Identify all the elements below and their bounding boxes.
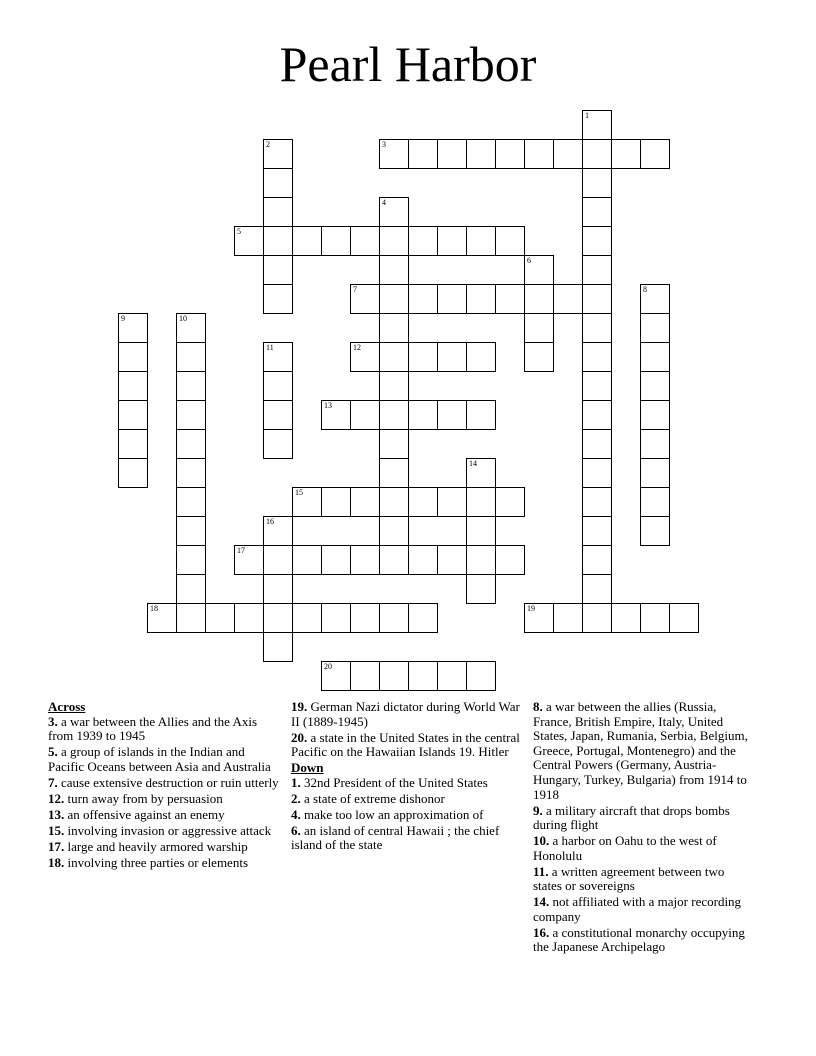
clue-item xyxy=(533,834,755,863)
grid-cell[interactable] xyxy=(350,226,380,256)
grid-cell[interactable] xyxy=(437,226,467,256)
grid-cell[interactable] xyxy=(466,342,496,372)
grid-cell[interactable] xyxy=(379,255,409,285)
clue-item-number: 14. xyxy=(533,894,550,910)
grid-cell[interactable] xyxy=(379,400,409,430)
clue-item-text: cause extensive destruction or ruin utterly xyxy=(57,774,279,790)
grid-cell[interactable] xyxy=(611,603,641,633)
clue-number: 9 xyxy=(121,314,125,323)
clue-item xyxy=(48,840,280,855)
clue-item-text: an island of central Hawaii ; the chief island of the state xyxy=(291,822,500,853)
clue-number: 19 xyxy=(527,604,535,613)
grid-cell[interactable] xyxy=(408,139,438,169)
clue-item xyxy=(291,824,523,853)
clue-item xyxy=(48,792,280,807)
clue-number: 4 xyxy=(382,198,386,207)
grid-cell[interactable] xyxy=(263,400,293,430)
clue-item-number: 8. xyxy=(533,699,543,714)
grid-cell[interactable] xyxy=(176,545,206,575)
clue-item-number: 6. xyxy=(291,822,301,838)
clue-number: 14 xyxy=(469,459,477,468)
grid-cell[interactable] xyxy=(495,487,525,517)
clue-item xyxy=(533,895,755,924)
grid-cell[interactable] xyxy=(408,487,438,517)
grid-cell[interactable] xyxy=(321,487,351,517)
grid-cell[interactable] xyxy=(234,545,264,575)
clue-item-text: a military aircraft that drops bombs during flight xyxy=(533,802,730,833)
clue-item xyxy=(533,700,755,802)
grid-cell[interactable] xyxy=(118,458,148,488)
clue-item-number: 12. xyxy=(48,790,65,806)
grid-cell[interactable] xyxy=(582,400,612,430)
grid-cell[interactable] xyxy=(118,342,148,372)
grid-cell[interactable] xyxy=(263,197,293,227)
grid-cell[interactable] xyxy=(379,342,409,372)
clue-item xyxy=(291,792,523,807)
clue-item-text: not affiliated with a major recording company xyxy=(533,894,742,924)
clue-item-text: involving invasion or aggressive attack xyxy=(64,822,272,838)
clue-item xyxy=(533,865,755,894)
grid-cell[interactable] xyxy=(379,487,409,517)
grid-cell[interactable] xyxy=(466,400,496,430)
grid-cell[interactable] xyxy=(176,603,206,633)
clue-item-number: 10. xyxy=(533,833,550,849)
grid-cell[interactable] xyxy=(582,429,612,459)
clue-number: 6 xyxy=(527,256,531,265)
clue-item-number: 2. xyxy=(291,790,301,806)
clue-number: 7 xyxy=(353,285,357,294)
grid-cell[interactable] xyxy=(582,284,612,314)
grid-cell[interactable] xyxy=(582,342,612,372)
grid-cell[interactable] xyxy=(669,603,699,633)
grid-cell[interactable] xyxy=(466,574,496,604)
grid-cell[interactable] xyxy=(118,371,148,401)
grid-cell[interactable] xyxy=(379,429,409,459)
clue-column-2 xyxy=(291,700,523,854)
grid-cell[interactable] xyxy=(379,371,409,401)
clue-number: 11 xyxy=(266,343,274,352)
grid-cell[interactable] xyxy=(321,661,351,691)
clue-number: 12 xyxy=(353,343,361,352)
grid-cell[interactable] xyxy=(176,574,206,604)
grid-cell[interactable] xyxy=(263,226,293,256)
clue-number: 10 xyxy=(179,314,187,323)
clue-item-text: an offensive against an enemy xyxy=(64,806,225,822)
grid-cell[interactable] xyxy=(147,603,177,633)
grid-cell[interactable] xyxy=(466,516,496,546)
grid-cell[interactable] xyxy=(582,371,612,401)
grid-cell[interactable] xyxy=(524,342,554,372)
down-clue-list-continued xyxy=(533,700,755,955)
grid-cell[interactable] xyxy=(263,545,293,575)
clue-item xyxy=(291,731,523,760)
clue-item-text: large and heavily armored warship xyxy=(64,838,248,854)
grid-cell[interactable] xyxy=(263,342,293,372)
grid-cell[interactable] xyxy=(234,226,264,256)
grid-cell[interactable] xyxy=(640,371,670,401)
grid-cell[interactable] xyxy=(408,603,438,633)
grid-cell[interactable] xyxy=(176,371,206,401)
grid-cell[interactable] xyxy=(582,226,612,256)
puzzle-title: Pearl Harbor xyxy=(279,36,537,92)
grid-cell[interactable] xyxy=(350,545,380,575)
grid-cell[interactable] xyxy=(321,545,351,575)
grid-cell[interactable] xyxy=(640,516,670,546)
grid-cell[interactable] xyxy=(640,429,670,459)
grid-cell[interactable] xyxy=(437,487,467,517)
grid-cell[interactable] xyxy=(205,603,235,633)
grid-cell[interactable] xyxy=(408,400,438,430)
grid-cell[interactable] xyxy=(466,139,496,169)
grid-cell[interactable] xyxy=(350,284,380,314)
clue-item-text: a harbor on Oahu to the west of Honolulu xyxy=(533,833,717,863)
clue-number: 18 xyxy=(150,604,158,613)
grid-cell[interactable] xyxy=(350,342,380,372)
grid-cell[interactable] xyxy=(437,139,467,169)
grid-cell[interactable] xyxy=(263,168,293,198)
grid-cell[interactable] xyxy=(495,284,525,314)
grid-cell[interactable] xyxy=(582,313,612,343)
grid-cell[interactable] xyxy=(582,197,612,227)
grid-cell[interactable] xyxy=(582,139,612,169)
clue-item-number: 5. xyxy=(48,744,58,760)
clue-item-text: a constitutional monarchy occupying the Japanese Archipelago xyxy=(533,924,745,955)
clue-number: 1 xyxy=(585,111,589,120)
clue-item-number: 17. xyxy=(48,838,65,854)
grid-cell[interactable] xyxy=(263,632,293,662)
clue-item-text: involving three parties or elements xyxy=(64,854,249,870)
grid-cell[interactable] xyxy=(495,226,525,256)
clue-item-text: a war between the allies (Russia, France, British Empire, Italy, United States, Japan, Rumania, Serbia, Belgium, Greece, Portugal, Montenegro) and the Central Powers (Germany, Austria-Hungary, Turkey, Bulgaria) from 1914 to 1918 xyxy=(533,699,748,802)
grid-cell[interactable] xyxy=(437,661,467,691)
grid-cell[interactable] xyxy=(524,603,554,633)
clue-item-number: 16. xyxy=(533,924,550,940)
clue-number: 20 xyxy=(324,662,332,671)
clue-item-text: make too low an approximation of xyxy=(300,806,484,822)
clue-item-text: German Nazi dictator during World War II (1889-1945) xyxy=(291,699,520,729)
clue-item-number: 15. xyxy=(48,822,65,838)
grid-cell[interactable] xyxy=(263,574,293,604)
grid-cell[interactable] xyxy=(582,255,612,285)
grid-cell[interactable] xyxy=(292,487,322,517)
grid-cell[interactable] xyxy=(524,139,554,169)
grid-cell[interactable] xyxy=(379,226,409,256)
grid-cell[interactable] xyxy=(466,661,496,691)
grid-cell[interactable] xyxy=(466,458,496,488)
grid-cell[interactable] xyxy=(118,313,148,343)
grid-cell[interactable] xyxy=(466,487,496,517)
grid-cell[interactable] xyxy=(176,487,206,517)
grid-cell[interactable] xyxy=(437,284,467,314)
grid-cell[interactable] xyxy=(582,458,612,488)
grid-cell[interactable] xyxy=(640,139,670,169)
grid-cell[interactable] xyxy=(408,226,438,256)
clue-item-text: a written agreement between two states or sovereigns xyxy=(533,863,725,894)
grid-cell[interactable] xyxy=(640,313,670,343)
clue-item xyxy=(291,808,523,823)
grid-cell[interactable] xyxy=(379,197,409,227)
grid-cell[interactable] xyxy=(640,342,670,372)
clue-item-number: 4. xyxy=(291,806,301,822)
grid-cell[interactable] xyxy=(466,284,496,314)
clue-item xyxy=(533,804,755,833)
grid-cell[interactable] xyxy=(176,342,206,372)
clue-item xyxy=(48,808,280,823)
grid-cell[interactable] xyxy=(263,139,293,169)
grid-cell[interactable] xyxy=(176,429,206,459)
grid-cell[interactable] xyxy=(379,661,409,691)
clue-item-text: a war between the Allies and the Axis from 1939 to 1945 xyxy=(48,713,258,744)
clue-item xyxy=(291,700,523,729)
grid-cell[interactable] xyxy=(524,284,554,314)
clue-item-number: 13. xyxy=(48,806,65,822)
down-clue-list xyxy=(291,776,523,853)
grid-cell[interactable] xyxy=(263,371,293,401)
grid-cell[interactable] xyxy=(408,661,438,691)
grid-cell[interactable] xyxy=(408,545,438,575)
grid-cell[interactable] xyxy=(176,400,206,430)
down-heading: Down xyxy=(291,760,324,776)
grid-cell[interactable] xyxy=(524,255,554,285)
clue-item xyxy=(48,824,280,839)
grid-cell[interactable] xyxy=(611,139,641,169)
grid-cell[interactable] xyxy=(437,545,467,575)
grid-cell[interactable] xyxy=(437,342,467,372)
grid-cell[interactable] xyxy=(321,226,351,256)
clue-item-number: 20. xyxy=(291,729,308,745)
grid-cell[interactable] xyxy=(263,255,293,285)
grid-cell[interactable] xyxy=(640,284,670,314)
grid-cell[interactable] xyxy=(176,516,206,546)
clue-number: 3 xyxy=(382,140,386,149)
clue-item xyxy=(48,745,280,774)
grid-cell[interactable] xyxy=(553,603,583,633)
grid-cell[interactable] xyxy=(582,574,612,604)
clue-item-number: 11. xyxy=(533,863,549,879)
grid-cell[interactable] xyxy=(350,603,380,633)
clue-column-1 xyxy=(48,700,280,872)
grid-cell[interactable] xyxy=(379,545,409,575)
across-heading: Across xyxy=(48,699,86,714)
clue-item xyxy=(48,715,280,744)
grid-cell[interactable] xyxy=(379,313,409,343)
clue-item-text: turn away from by persuasion xyxy=(64,790,223,806)
grid-cell[interactable] xyxy=(176,313,206,343)
clue-item xyxy=(48,776,280,791)
clue-item xyxy=(48,856,280,871)
clue-item xyxy=(533,926,755,955)
grid-cell[interactable] xyxy=(640,458,670,488)
clue-number: 2 xyxy=(266,140,270,149)
grid-cell[interactable] xyxy=(466,226,496,256)
grid-cell[interactable] xyxy=(350,661,380,691)
clue-item-number: 18. xyxy=(48,854,65,870)
across-clue-list xyxy=(48,715,280,871)
clue-item-number: 3. xyxy=(48,713,58,729)
grid-cell[interactable] xyxy=(640,400,670,430)
grid-cell[interactable] xyxy=(292,226,322,256)
grid-cell[interactable] xyxy=(379,139,409,169)
grid-cell[interactable] xyxy=(582,487,612,517)
clue-number: 17 xyxy=(237,546,245,555)
grid-cell[interactable] xyxy=(379,458,409,488)
grid-cell[interactable] xyxy=(495,545,525,575)
grid-cell[interactable] xyxy=(466,545,496,575)
grid-cell[interactable] xyxy=(379,516,409,546)
grid-cell[interactable] xyxy=(350,487,380,517)
clue-number: 15 xyxy=(295,488,303,497)
grid-cell[interactable] xyxy=(263,516,293,546)
clue-number: 16 xyxy=(266,517,274,526)
grid-cell[interactable] xyxy=(524,313,554,343)
clue-item-number: 7. xyxy=(48,774,58,790)
grid-cell[interactable] xyxy=(582,110,612,140)
grid-cell[interactable] xyxy=(408,342,438,372)
grid-cell[interactable] xyxy=(379,603,409,633)
grid-cell[interactable] xyxy=(582,545,612,575)
grid-cell[interactable] xyxy=(640,487,670,517)
clue-item-text: a state in the United States in the central Pacific on the Hawaiian Islands 19. Hitler xyxy=(291,729,520,760)
clue-item-text: 32nd President of the United States xyxy=(300,774,488,790)
grid-cell[interactable] xyxy=(408,284,438,314)
grid-cell[interactable] xyxy=(263,284,293,314)
clue-item-number: 19. xyxy=(291,699,308,714)
grid-cell[interactable] xyxy=(437,400,467,430)
grid-cell[interactable] xyxy=(640,603,670,633)
grid-cell[interactable] xyxy=(321,603,351,633)
grid-cell[interactable] xyxy=(263,429,293,459)
clue-number: 13 xyxy=(324,401,332,410)
grid-cell[interactable] xyxy=(118,400,148,430)
grid-cell[interactable] xyxy=(582,516,612,546)
grid-cell[interactable] xyxy=(553,284,583,314)
clue-column-3 xyxy=(533,700,755,956)
grid-cell[interactable] xyxy=(495,139,525,169)
clue-number: 5 xyxy=(237,227,241,236)
grid-cell[interactable] xyxy=(292,603,322,633)
grid-cell[interactable] xyxy=(234,603,264,633)
grid-cell[interactable] xyxy=(292,545,322,575)
clue-item-text: a group of islands in the Indian and Pacific Oceans between Asia and Australia xyxy=(48,744,271,774)
grid-cell[interactable] xyxy=(379,284,409,314)
grid-cell[interactable] xyxy=(263,603,293,633)
clue-item-number: 1. xyxy=(291,774,301,790)
grid-cell[interactable] xyxy=(321,400,351,430)
across-clue-list-continued xyxy=(291,700,523,760)
clue-number: 8 xyxy=(643,285,647,294)
grid-cell[interactable] xyxy=(582,603,612,633)
clue-item xyxy=(291,776,523,791)
grid-cell[interactable] xyxy=(118,429,148,459)
clue-item-text: a state of extreme dishonor xyxy=(300,790,445,806)
grid-cell[interactable] xyxy=(176,458,206,488)
grid-cell[interactable] xyxy=(553,139,583,169)
grid-cell[interactable] xyxy=(582,168,612,198)
clue-item-number: 9. xyxy=(533,802,543,818)
grid-cell[interactable] xyxy=(350,400,380,430)
